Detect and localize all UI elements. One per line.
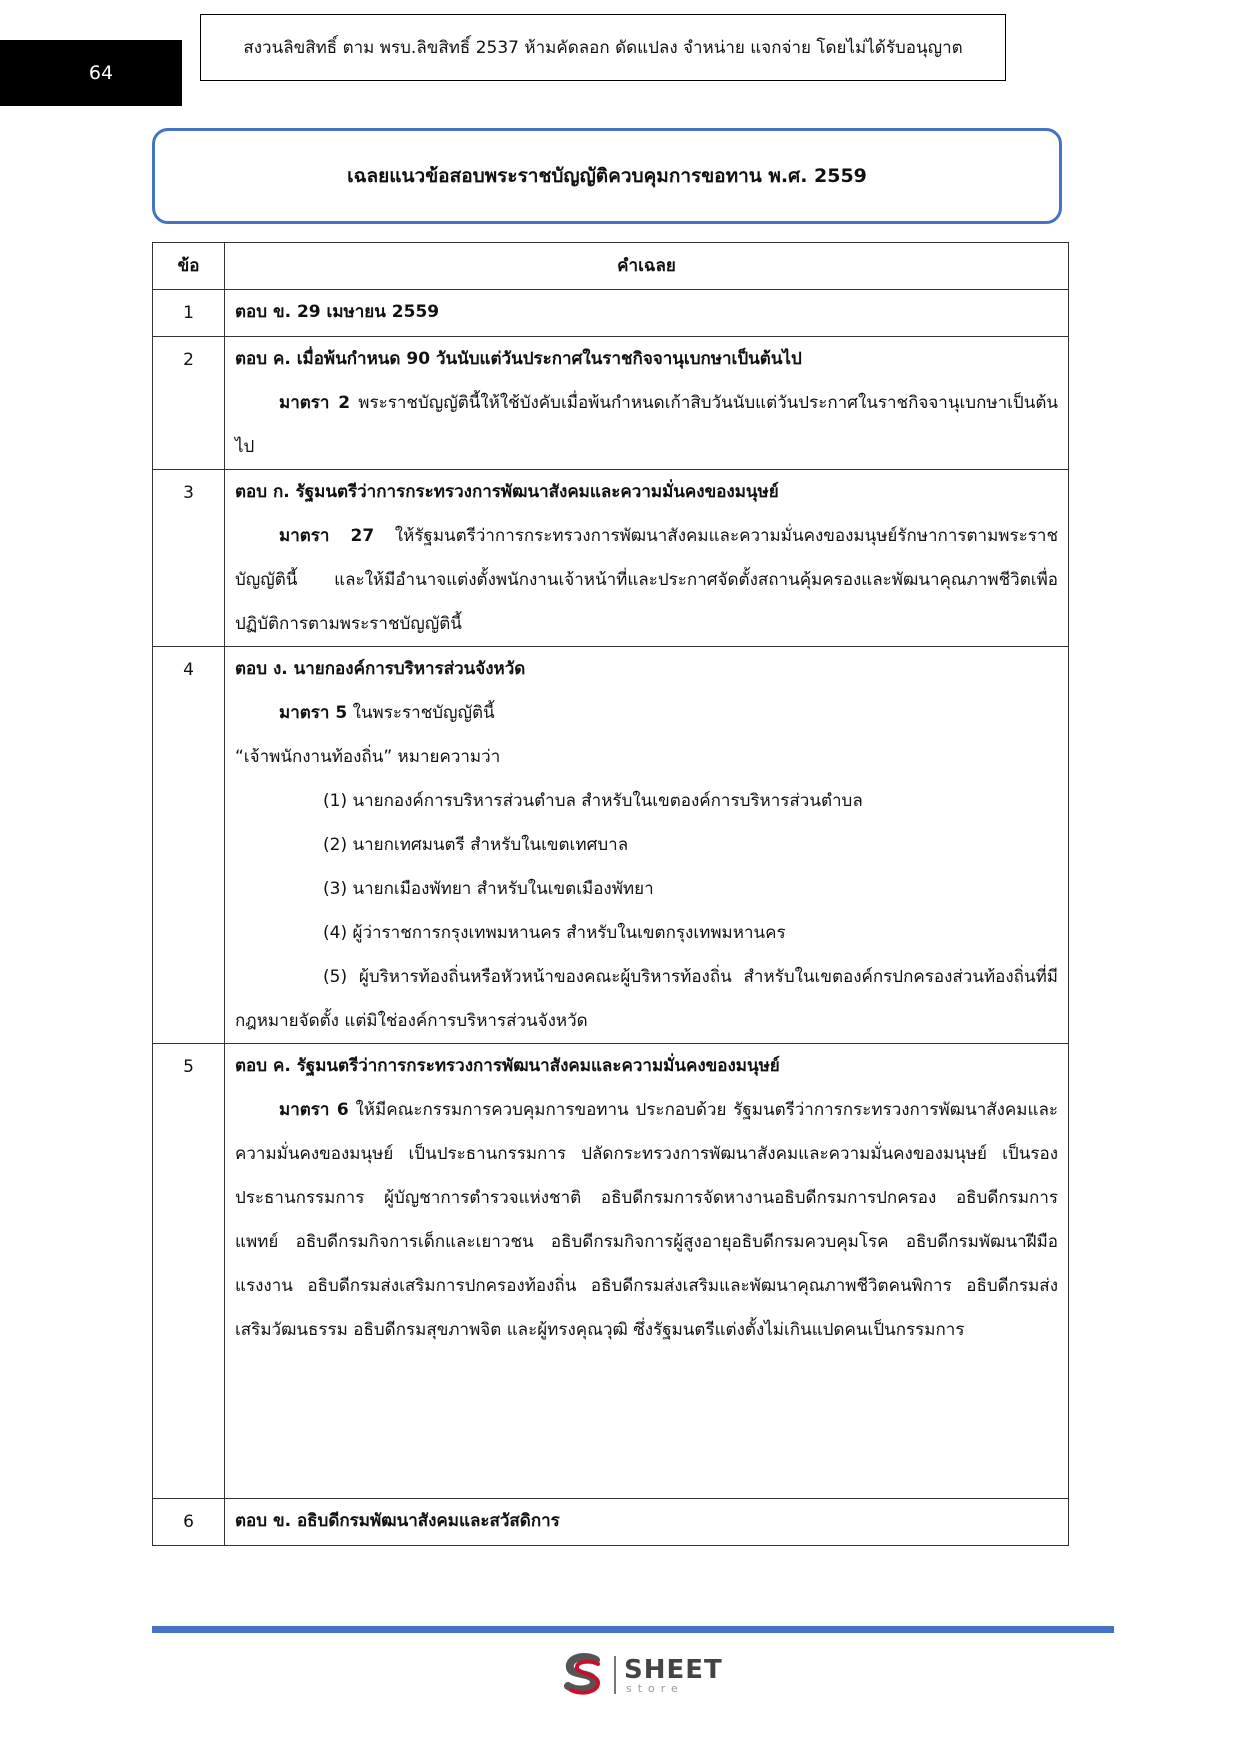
copyright-notice: สงวนลิขสิทธิ์ ตาม พรบ.ลิขสิทธิ์ 2537 ห้ามคัดลอก ดัดแปลง จำหน่าย แจกจ่าย โดยไม่ได้รับอนุญาต xyxy=(200,14,1006,81)
table-row xyxy=(153,470,1069,647)
section-ref: มาตรา 2 xyxy=(279,393,351,413)
table-row xyxy=(153,1044,1069,1499)
section-ref: มาตรา 5 xyxy=(279,703,348,723)
question-number: 5 xyxy=(153,1044,225,1499)
footer-divider xyxy=(152,1626,1114,1633)
answer-choice: ตอบ ค. เมื่อพ้นกำหนด 90 วันนับแต่วันประกาศในราชกิจจานุเบกษาเป็นต้นไป xyxy=(235,349,802,369)
logo-s-icon xyxy=(560,1652,606,1698)
section-ref: มาตรา 27 xyxy=(279,526,375,546)
definition-term: “เจ้าพนักงานท้องถิ่น” หมายความว่า xyxy=(235,747,501,767)
blank-space xyxy=(235,1352,1058,1498)
page-number: 64 xyxy=(0,40,182,106)
answer-cell xyxy=(225,1044,1069,1499)
table-row xyxy=(153,1499,1069,1546)
logo-main-text: SHEET xyxy=(624,1654,723,1685)
logo-separator xyxy=(614,1656,616,1694)
answer-cell xyxy=(225,1499,1069,1546)
answer-choice: ตอบ ข. อธิบดีกรมพัฒนาสังคมและสวัสดิการ xyxy=(235,1511,560,1531)
definition-item: (5) ผู้บริหารท้องถิ่นหรือหัวหน้าของคณะผู้บริหารท้องถิ่น สำหรับในเขตองค์กรปกครองส่วนท้องถิ่นที่มีกฎหมายจัดตั้ง แต่มิใช่องค์การบริหารส่วนจังหวัด xyxy=(235,967,1058,1031)
explanation xyxy=(235,691,1058,735)
question-number: 6 xyxy=(153,1499,225,1546)
answer-choice: ตอบ ง. นายกองค์การบริหารส่วนจังหวัด xyxy=(235,659,526,679)
table-row xyxy=(153,290,1069,337)
definition-item: (4) ผู้ว่าราชการกรุงเทพมหานคร สำหรับในเขตกรุงเทพมหานคร xyxy=(323,923,786,943)
definition-item: (2) นายกเทศมนตรี สำหรับในเขตเทศบาล xyxy=(323,835,629,855)
table-row xyxy=(153,647,1069,1044)
answer-cell xyxy=(225,337,1069,470)
question-number: 4 xyxy=(153,647,225,1044)
answer-cell xyxy=(225,470,1069,647)
table-row xyxy=(153,337,1069,470)
definition-item: (1) นายกองค์การบริหารส่วนตำบล สำหรับในเขตองค์การบริหารส่วนตำบล xyxy=(323,791,863,811)
logo-wordmark xyxy=(624,1654,723,1695)
logo-sub-text: store xyxy=(626,1681,684,1695)
column-header-no: ข้อ xyxy=(153,243,225,290)
question-number: 3 xyxy=(153,470,225,647)
section-text: ให้รัฐมนตรีว่าการกระทรวงการพัฒนาสังคมและความมั่นคงของมนุษย์รักษาการตามพระราชบัญญัตินี้ และให้มีอำนาจแต่งตั้งพนักงานเจ้าหน้าที่และประกาศจัดตั้งสถานคุ้มครองและพัฒนาคุณภาพชีวิตเพื่อปฏิบัติการตามพระราชบัญญัตินี้ xyxy=(235,526,1058,634)
explanation xyxy=(235,1088,1058,1352)
question-number: 2 xyxy=(153,337,225,470)
explanation xyxy=(235,514,1058,646)
section-text: พระราชบัญญัตินี้ให้ใช้บังคับเมื่อพ้นกำหนดเก้าสิบวันนับแต่วันประกาศในราชกิจจานุเบกษาเป็นต้นไป xyxy=(235,393,1059,457)
answer-table xyxy=(152,242,1069,1546)
question-number: 1 xyxy=(153,290,225,337)
answer-cell xyxy=(225,647,1069,1044)
table-header-row xyxy=(153,243,1069,290)
section-text: ในพระราชบัญญัตินี้ xyxy=(352,703,495,723)
answer-choice: ตอบ ก. รัฐมนตรีว่าการกระทรวงการพัฒนาสังคมและความมั่นคงของมนุษย์ xyxy=(235,482,779,502)
column-header-answer: คำเฉลย xyxy=(225,243,1069,290)
document-title: เฉลยแนวข้อสอบพระราชบัญญัติควบคุมการขอทาน พ.ศ. 2559 xyxy=(152,128,1062,224)
explanation xyxy=(235,381,1058,469)
sheet-store-logo xyxy=(560,1650,723,1700)
section-text: ให้มีคณะกรรมการควบคุมการขอทาน ประกอบด้วย รัฐมนตรีว่าการกระทรวงการพัฒนาสังคมและความมั่นคงของมนุษย์ เป็นประธานกรรมการ ปลัดกระทรวงการพัฒนาสังคมและความมั่นคงของมนุษย์ เป็นรองประธานกรรมการ ผู้บัญชาการตำรวจแห่งชาติ อธิบดีกรมการจัดหางานอธิบดีกรมการปกครอง อธิบดีกรมการแพทย์ อธิบดีกรมกิจการเด็กและเยาวชน อธิบดีกรมกิจการผู้สูงอายุอธิบดีกรมควบคุมโรค อธิบดีกรมพัฒนาฝีมือแรงงาน อธิบดีกรมส่งเสริมการปกครองท้องถิ่น อธิบดีกรมส่งเสริมและพัฒนาคุณภาพชีวิตคนพิการ อธิบดีกรมส่งเสริมวัฒนธรรม อธิบดีกรมสุขภาพจิต และผู้ทรงคุณวุฒิ ซึ่งรัฐมนตรีแต่งตั้งไม่เกินแปดคนเป็นกรรมการ xyxy=(235,1100,1059,1340)
answer-cell xyxy=(225,290,1069,337)
section-ref: มาตรา 6 xyxy=(279,1100,349,1120)
answer-choice: ตอบ ค. รัฐมนตรีว่าการกระทรวงการพัฒนาสังคมและความมั่นคงของมนุษย์ xyxy=(235,1056,780,1076)
definition-item: (3) นายกเมืองพัทยา สำหรับในเขตเมืองพัทยา xyxy=(323,879,654,899)
answer-choice: ตอบ ข. 29 เมษายน 2559 xyxy=(235,302,440,322)
